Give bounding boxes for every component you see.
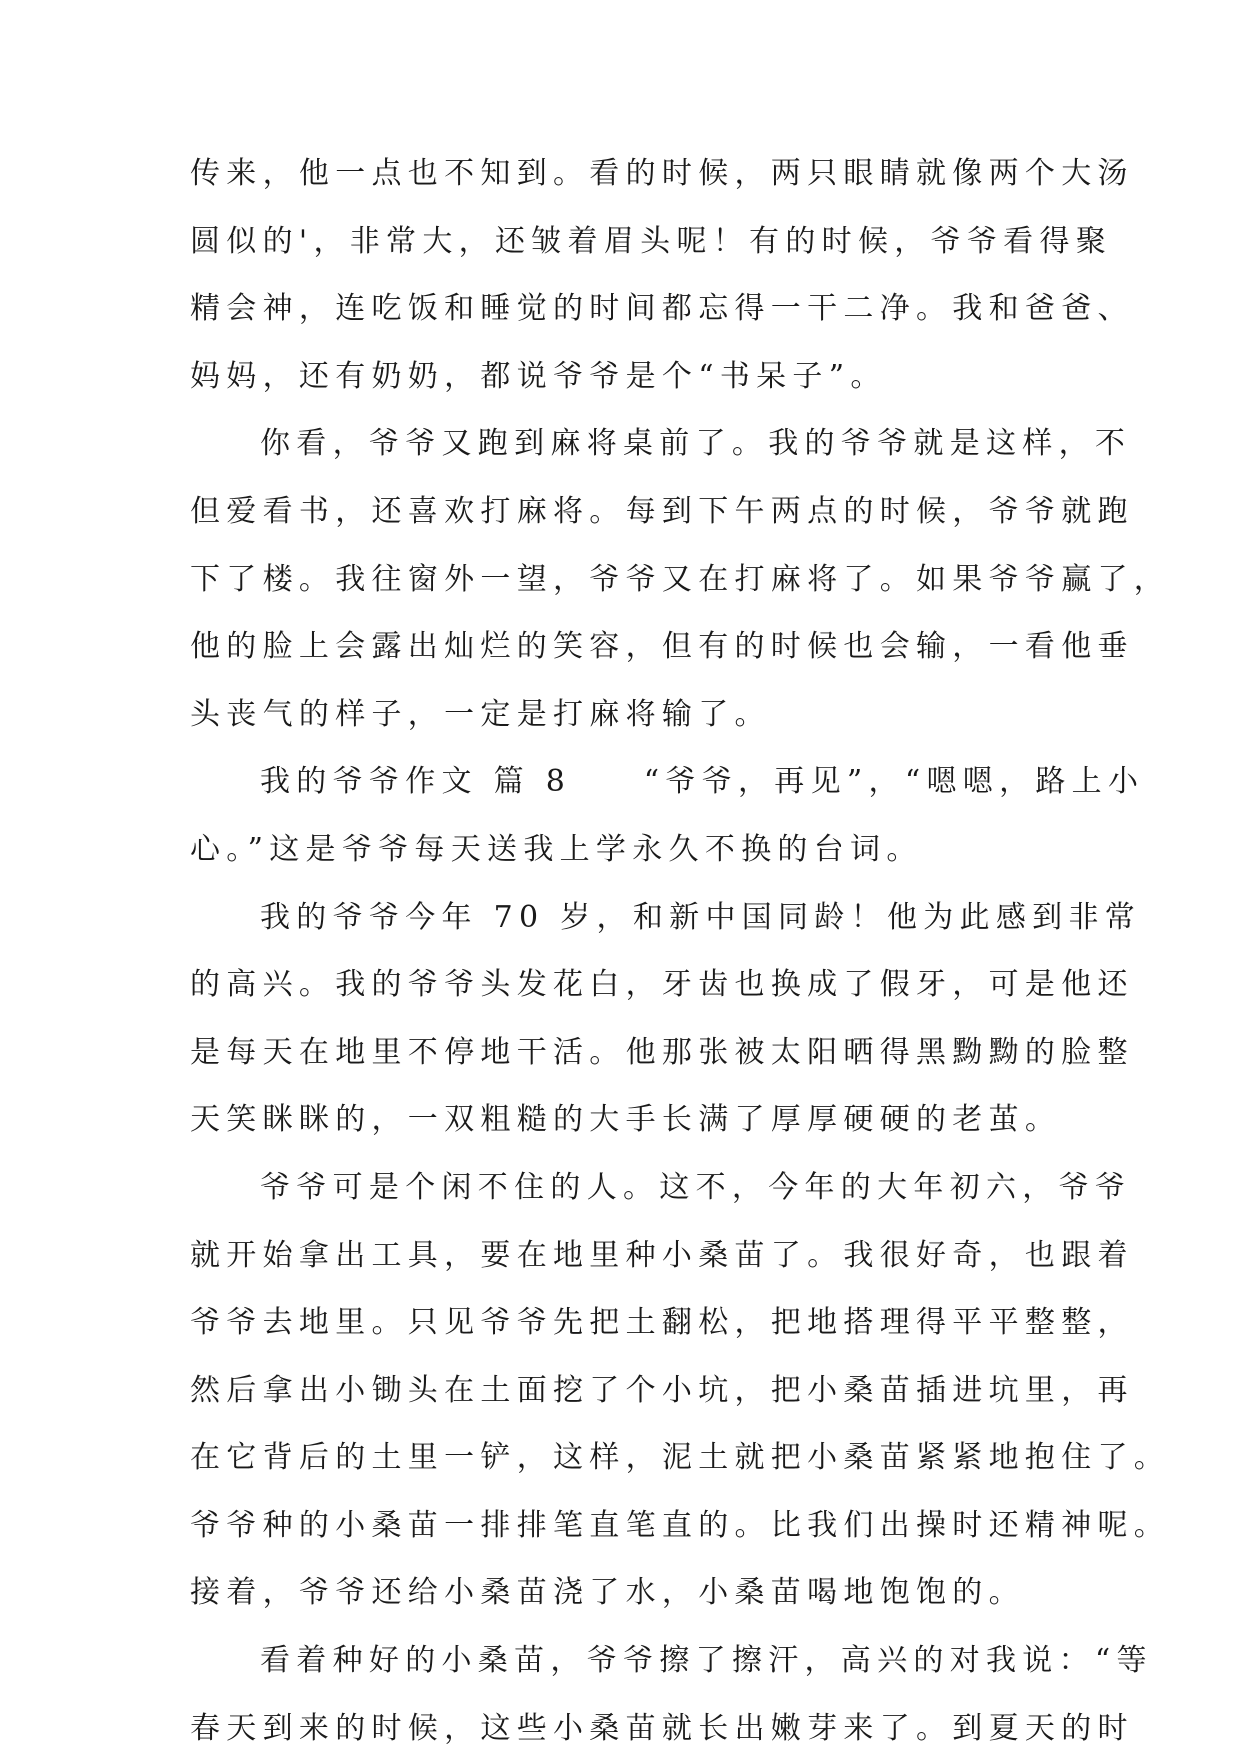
text-line: 然后拿出小锄头在土面挖了个小坑，把小桑苗插进坑里，再	[190, 1372, 1134, 1408]
text-line: 天笑眯眯的，一双粗糙的大手长满了厚厚硬硬的老茧。	[190, 1102, 1062, 1138]
text-line: 妈妈，还有奶奶，都说爷爷是个“书呆子”。	[190, 358, 887, 394]
text-line: 爷爷去地里。只见爷爷先把土翻松，把地搭理得平平整整，	[190, 1305, 1134, 1341]
text-line: 是每天在地里不停地干活。他那张被太阳晒得黑黝黝的脸整	[190, 1034, 1134, 1070]
text-line: 接着，爷爷还给小桑苗浇了水，小桑苗喝地饱饱的。	[190, 1575, 1025, 1611]
paragraph-first-line: 你看，爷爷又跑到麻将桌前了。我的爷爷就是这样，不	[260, 426, 1132, 462]
text-line: 他的脸上会露出灿烂的笑容，但有的时候也会输，一看他垂	[190, 629, 1134, 665]
text-line: 精会神，连吃饭和睡觉的时间都忘得一干二净。我和爸爸、	[190, 291, 1134, 327]
text-line: 的高兴。我的爷爷头发花白，牙齿也换成了假牙，可是他还	[190, 967, 1134, 1003]
paragraph-first-line: 我的爷爷今年 70 岁，和新中国同龄！他为此感到非常	[260, 899, 1142, 935]
text-line: 心。”这是爷爷每天送我上学永久不换的台词。	[190, 831, 923, 867]
section-heading-line: 我的爷爷作文 篇 8 “爷爷，再见”，“嗯嗯，路上小	[260, 764, 1145, 800]
text-line: 圆似的'，非常大，还皱着眉头呢！有的时候，爷爷看得聚	[190, 223, 1113, 259]
paragraph-first-line: 看着种好的小桑苗，爷爷擦了擦汗，高兴的对我说：“等	[260, 1643, 1153, 1679]
text-line: 就开始拿出工具，要在地里种小桑苗了。我很好奇，也跟着	[190, 1237, 1134, 1273]
text-line: 头丧气的样子，一定是打麻将输了。	[190, 696, 771, 732]
text-line: 传来，他一点也不知到。看的时候，两只眼睛就像两个大汤	[190, 156, 1134, 191]
text-line: 在它背后的土里一铲，这样，泥土就把小桑苗紧紧地抱住了。	[190, 1440, 1171, 1476]
essay-body	[190, 140, 1171, 1762]
text-line: 下了楼。我往窗外一望，爷爷又在打麻将了。如果爷爷赢了，	[190, 561, 1171, 597]
text-line: 春天到来的时候，这些小桑苗就长出嫩芽来了。到夏天的时	[190, 1710, 1134, 1746]
paragraph-first-line: 爷爷可是个闲不住的人。这不，今年的大年初六，爷爷	[260, 1169, 1132, 1205]
text-line: 爷爷种的小桑苗一排排笔直笔直的。比我们出操时还精神呢。	[190, 1507, 1171, 1543]
text-line: 但爱看书，还喜欢打麻将。每到下午两点的时候，爷爷就跑	[190, 493, 1134, 529]
